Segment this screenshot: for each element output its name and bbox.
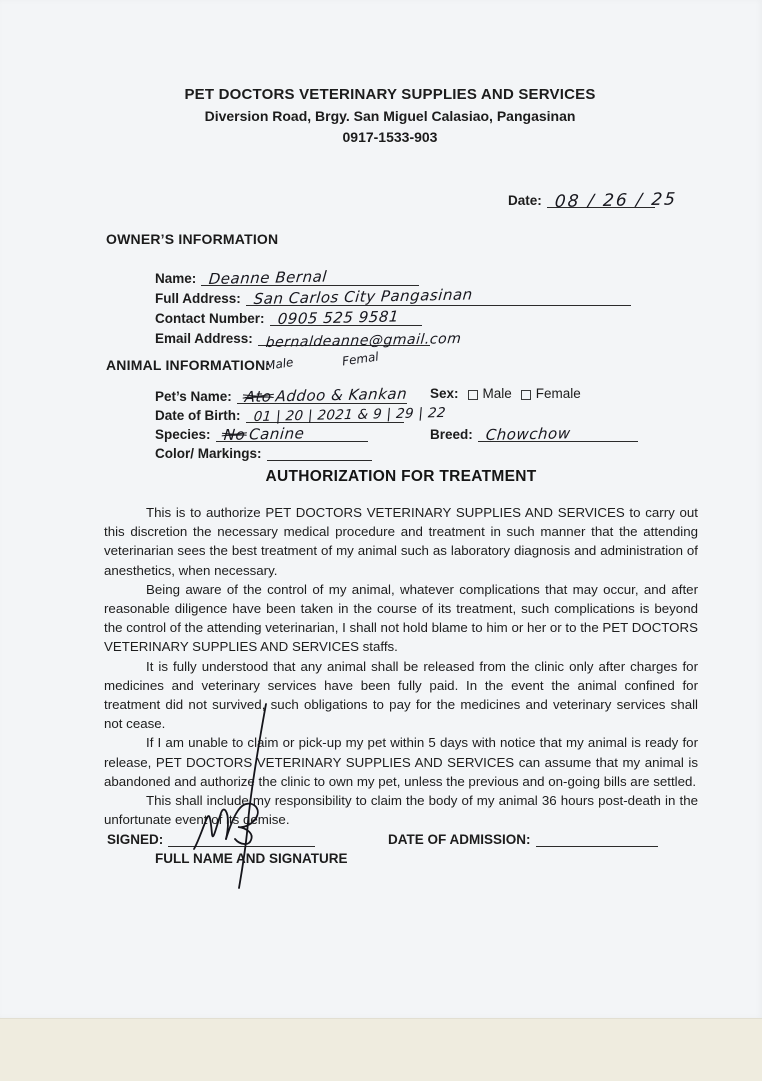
owner-address-line <box>246 285 631 308</box>
pet-name-handwritten-value <box>244 385 408 406</box>
species-handwritten-value <box>223 424 305 444</box>
breed-handwritten-value: Chowchow <box>484 424 572 444</box>
clinic-header <box>60 86 720 145</box>
species-scribble: No <box>222 425 246 444</box>
signed-line <box>168 829 315 847</box>
authorization-paragraph-4: If I am unable to claim or pick-up my pet within 5 days with notice that my animal is ready for release, PET DOCTORS VETERINARY SUPPLIES AND SERVICES can assume that my animal is abandoned and authorize the clinic to own my pet, unless the previous and on-going bills are settled. <box>104 735 698 789</box>
owner-address-handwritten-value: San Carlos City Pangasinan <box>252 285 474 308</box>
pet-name-line <box>237 349 408 406</box>
admission-row <box>388 829 658 847</box>
pet-name-scribble: Ato <box>243 387 273 406</box>
signed-row <box>107 829 315 847</box>
color-markings-line <box>267 443 372 461</box>
sex-label: Sex: <box>430 386 459 401</box>
species-text: Canine <box>247 424 305 444</box>
breed-label: Breed: <box>430 427 473 442</box>
admission-line <box>536 829 658 847</box>
species-line <box>216 424 368 442</box>
admission-label: DATE OF ADMISSION: <box>388 832 531 847</box>
owner-name-row <box>155 268 419 286</box>
dob-line <box>246 404 446 425</box>
checkbox-female <box>521 390 531 400</box>
owner-contact-handwritten-value: 0905 525 9581 <box>276 307 400 328</box>
owner-email-line <box>258 328 462 351</box>
clinic-phone: 0917-1533-903 <box>342 129 438 145</box>
signature-caption: FULL NAME AND SIGNATURE <box>155 851 348 866</box>
owner-email-row <box>155 328 462 351</box>
pet-name-label: Pet’s Name: <box>155 389 232 404</box>
date-field-row <box>508 189 678 212</box>
owner-email-label: Email Address: <box>155 331 253 346</box>
species-row <box>155 424 368 442</box>
authorization-paragraph-5: This shall include my responsibility to claim the body of my animal 36 hours post-death in the unfortunate event of its demise. <box>104 793 698 828</box>
pet-name-text: Addoo & Kankan <box>274 384 408 406</box>
owner-name-line <box>201 268 419 286</box>
authorization-title: AUTHORIZATION FOR TREATMENT <box>265 468 537 485</box>
owner-address-label: Full Address: <box>155 291 241 306</box>
owner-contact-label: Contact Number: <box>155 311 265 326</box>
signed-label: SIGNED: <box>107 832 164 847</box>
authorization-paragraph-3: It is fully understood that any animal shall be released from the clinic only after charges for medicines and veterinary services have been fully paid. In the event the animal confined for treatment did not survived, such obligations to pay for the medicines and veterinary services shall not cease. <box>104 658 698 732</box>
scanner-background-strip <box>0 1018 762 1081</box>
date-line <box>547 189 678 212</box>
owner-section-title: OWNER’S INFORMATION <box>106 231 279 247</box>
clinic-name: PET DOCTORS VETERINARY SUPPLIES AND SERVICES <box>184 86 596 103</box>
authorization-section <box>104 468 698 829</box>
dob-row <box>155 404 446 425</box>
species-label: Species: <box>155 427 211 442</box>
authorization-paragraph-2: Being aware of the control of my animal, whatever complications that may occur, and after reasonable diligence have been taken in the course of its treatment, such complications is beyond the control of the attending veterinarian, I shall not hold blame to him or her or to the PET DOCTORS VETERINARY SUPPLIES AND SERVICES staffs. <box>104 581 698 655</box>
color-markings-row <box>155 443 372 461</box>
owner-email-handwritten-value: bernaldeanne@gmail.com <box>264 330 462 351</box>
pet-name-female-annotation: Femal <box>340 349 380 369</box>
sex-female-option-label: Female <box>535 386 581 401</box>
date-handwritten-value: 08 / 26 / 25 <box>553 189 678 212</box>
breed-line <box>478 424 638 442</box>
owner-contact-line <box>270 308 422 326</box>
owner-address-row <box>155 285 631 308</box>
breed-row <box>430 424 638 442</box>
dob-handwritten-value: 01 | 20 | 2021 & 9 | 29 | 22 <box>252 404 446 425</box>
sex-male-option-label: Male <box>482 386 512 401</box>
clinic-address: Diversion Road, Brgy. San Miguel Calasiao, Pangasinan <box>204 108 576 124</box>
color-markings-label: Color/ Markings: <box>155 446 262 461</box>
pet-name-male-annotation: Male <box>263 355 295 373</box>
owner-name-label: Name: <box>155 271 197 286</box>
date-label: Date: <box>508 193 542 208</box>
owner-contact-row <box>155 308 422 326</box>
animal-section-title: ANIMAL INFORMATION: <box>106 357 271 373</box>
owner-name-handwritten-value: Deanne Bernal <box>208 267 329 288</box>
authorization-paragraph-1: This is to authorize PET DOCTORS VETERINARY SUPPLIES AND SERVICES to carry out this discretion the necessary medical procedure and treatment in such manner that the attending veterinarian sees the best treatment of my animal such as laboratory diagnosis and administration of anesthetics, when necessary. <box>104 505 698 578</box>
checkbox-male <box>468 390 478 400</box>
sex-row <box>430 386 581 401</box>
dob-label: Date of Birth: <box>155 408 241 423</box>
